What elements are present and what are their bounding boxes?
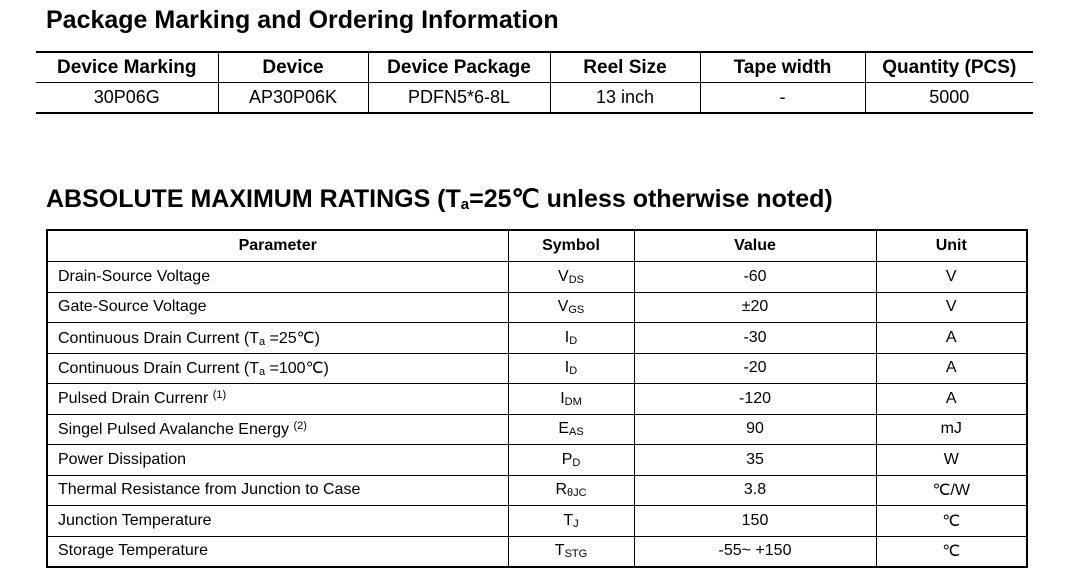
ratings-row	[47, 292, 1027, 323]
ordering-table	[36, 51, 1033, 114]
ratings-row	[47, 262, 1027, 293]
cell-value: 35	[634, 445, 876, 476]
cell-symbol	[508, 353, 634, 384]
cell-unit: ℃	[876, 506, 1027, 537]
symbol-main: I	[564, 328, 570, 346]
symbol-sub: θJC	[567, 487, 587, 500]
cell-value: -20	[634, 353, 876, 384]
header-quantity: Quantity (PCS)	[865, 52, 1033, 83]
parameter-text: Thermal Resistance from Junction to Case	[58, 481, 361, 499]
cell-symbol	[508, 323, 634, 354]
parameter-text: Continuous Drain Current (T	[58, 329, 259, 347]
cell-parameter	[47, 536, 508, 567]
parameter-text: Power Dissipation	[58, 450, 187, 468]
cell-unit: mJ	[876, 414, 1027, 445]
cell-device: AP30P06K	[218, 83, 368, 114]
cell-parameter	[47, 506, 508, 537]
ordering-title: Package Marking and Ordering Information	[46, 6, 559, 34]
cell-quantity: 5000	[865, 83, 1033, 114]
header-device-marking: Device Marking	[36, 52, 218, 83]
symbol-main: T	[563, 511, 574, 529]
cell-unit: W	[876, 445, 1027, 476]
ratings-row	[47, 445, 1027, 476]
ratings-row	[47, 506, 1027, 537]
parameter-sub: a	[258, 335, 266, 348]
header-device-package: Device Package	[368, 52, 550, 83]
ratings-title-post: =25℃ unless otherwise noted)	[469, 185, 833, 213]
symbol-sub: D	[569, 334, 578, 347]
header-value: Value	[634, 230, 876, 262]
ratings-row	[47, 414, 1027, 445]
cell-symbol	[508, 262, 634, 293]
symbol-sub: D	[572, 456, 581, 469]
symbol-main: T	[554, 542, 565, 560]
parameter-text: Singel Pulsed Avalanche Energy	[58, 420, 289, 438]
cell-parameter	[47, 292, 508, 323]
symbol-main: E	[558, 420, 569, 438]
cell-value: 90	[634, 414, 876, 445]
parameter-text: Storage Temperature	[58, 542, 209, 560]
cell-device-marking: 30P06G	[93, 87, 160, 107]
symbol-main: R	[555, 481, 567, 499]
cell-value: 150	[634, 506, 876, 537]
parameter-sub: a	[258, 366, 266, 379]
cell-value: -30	[634, 323, 876, 354]
ratings-row	[47, 536, 1027, 567]
cell-value: -55~ +150	[634, 536, 876, 567]
cell-unit: ℃	[876, 536, 1027, 567]
cell-symbol	[508, 414, 634, 445]
cell-value: -60	[634, 262, 876, 293]
ratings-row	[47, 353, 1027, 384]
cell-unit: V	[876, 262, 1027, 293]
cell-parameter	[47, 414, 508, 445]
cell-tape-width: -	[700, 83, 865, 114]
cell-symbol	[508, 506, 634, 537]
symbol-sub: DM	[564, 395, 582, 408]
cell-symbol	[508, 292, 634, 323]
cell-parameter	[47, 353, 508, 384]
cell-parameter	[47, 323, 508, 354]
header-device: Device	[218, 52, 368, 83]
parameter-text: Continuous Drain Current (T	[58, 360, 259, 378]
header-reel-size: Reel Size	[550, 52, 700, 83]
ratings-title-sub: a	[460, 196, 470, 213]
ratings-title-main: ABSOLUTE MAXIMUM RATINGS (T	[46, 185, 461, 213]
symbol-main: I	[564, 359, 570, 377]
ratings-row	[47, 384, 1027, 415]
header-parameter: Parameter	[47, 230, 508, 262]
symbol-main: V	[558, 267, 569, 285]
cell-parameter	[47, 445, 508, 476]
parameter-text: Drain-Source Voltage	[58, 267, 211, 285]
symbol-sub: J	[573, 517, 579, 530]
cell-symbol	[508, 475, 634, 506]
ratings-title	[46, 184, 833, 214]
parameter-post: =100℃)	[265, 360, 329, 378]
symbol-sub: D	[569, 365, 578, 378]
cell-value: -120	[634, 384, 876, 415]
ratings-header-row	[47, 230, 1027, 262]
cell-symbol	[508, 536, 634, 567]
parameter-text: Pulsed Drain Currenr	[58, 390, 209, 408]
cell-unit: ℃/W	[876, 475, 1027, 506]
cell-symbol	[508, 384, 634, 415]
cell-unit: A	[876, 353, 1027, 384]
footnote-ref: (2)	[293, 419, 307, 432]
footnote-ref: (1)	[212, 389, 227, 402]
symbol-main: V	[557, 298, 569, 316]
parameter-post: =25℃)	[265, 329, 320, 347]
ordering-header-row	[36, 52, 1033, 83]
header-symbol: Symbol	[508, 230, 634, 262]
cell-value: 3.8	[634, 475, 876, 506]
cell-reel-size: 13 inch	[550, 83, 700, 114]
symbol-sub: AS	[568, 426, 584, 439]
cell-device-package: PDFN5*6-8L	[368, 83, 550, 114]
ratings-table	[46, 229, 1028, 568]
cell-parameter	[47, 384, 508, 415]
ratings-row	[47, 475, 1027, 506]
parameter-text: Junction Temperature	[58, 511, 212, 529]
symbol-main: I	[560, 389, 565, 407]
symbol-sub: DS	[568, 273, 584, 286]
cell-unit: A	[876, 323, 1027, 354]
cell-unit: A	[876, 384, 1027, 415]
symbol-main: P	[561, 450, 573, 468]
cell-value: ±20	[634, 292, 876, 323]
symbol-sub: STG	[564, 548, 588, 561]
header-unit: Unit	[876, 230, 1027, 262]
parameter-text: Gate-Source Voltage	[58, 298, 207, 316]
cell-parameter	[47, 262, 508, 293]
header-tape-width: Tape width	[700, 52, 865, 83]
ordering-data-row	[36, 83, 1033, 114]
cell-unit: V	[876, 292, 1027, 323]
cell-parameter	[47, 475, 508, 506]
ratings-row	[47, 323, 1027, 354]
cell-symbol	[508, 445, 634, 476]
symbol-sub: GS	[568, 304, 585, 317]
